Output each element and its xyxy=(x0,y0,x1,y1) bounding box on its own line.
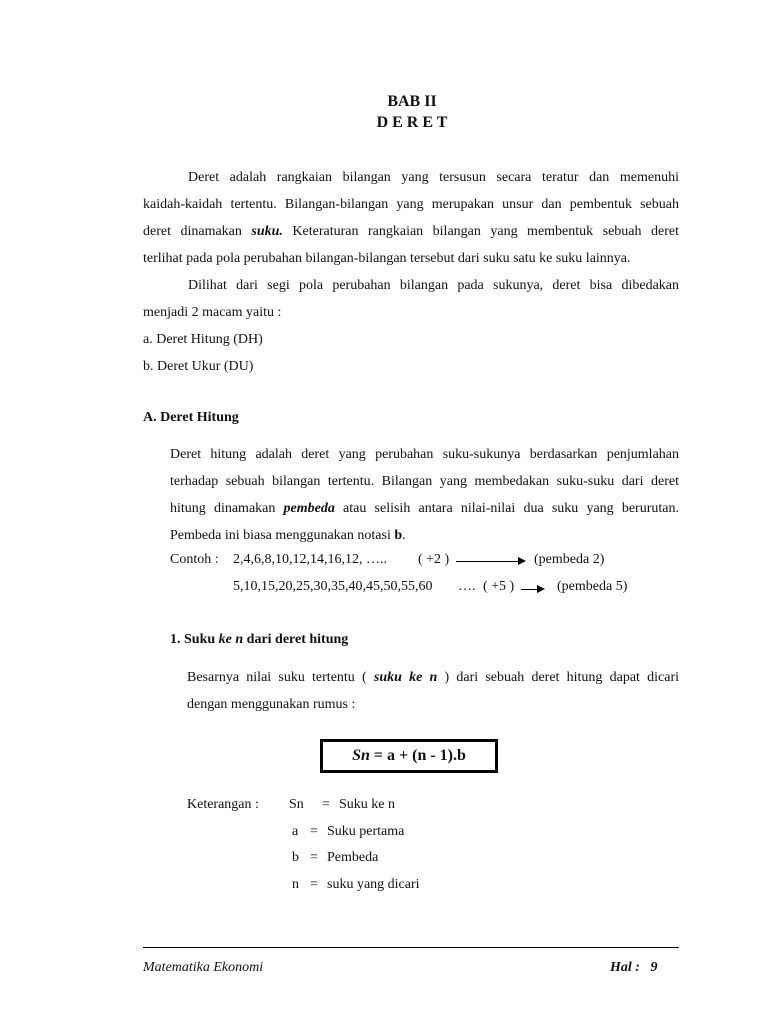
footer-divider xyxy=(143,947,679,948)
legend-sym-n: n xyxy=(292,877,299,892)
legend-eq-sn: = xyxy=(322,797,330,812)
footer-page-number: Hal : 9 xyxy=(610,960,658,975)
intro-p2-line-1: Dilihat dari segi pola perubahan bilangan pada sukunya, deret bisa dibedakan xyxy=(188,278,679,293)
keterangan-label: Keterangan : xyxy=(187,797,259,812)
example-2-result: (pembeda 5) xyxy=(557,579,628,594)
example-2-arrow xyxy=(521,589,543,590)
intro-line-3: deret dinamakan suku. Keteraturan rangkaian bilangan yang membentuk sebuah deret xyxy=(143,224,679,239)
example-label: Contoh : xyxy=(170,552,219,567)
subsection-1-heading: 1. Suku ke n dari deret hitung xyxy=(170,632,349,647)
section-a-line-3: hitung dinamakan pembeda atau selisih antara nilai-nilai dua suku yang berurutan. xyxy=(170,501,679,516)
formula-expression: = a + (n - 1).b xyxy=(369,747,466,764)
legend-eq-n: = xyxy=(310,877,318,892)
subsection-1-line-1: Besarnya nilai suku tertentu ( suku ke n ) dari sebuah deret hitung dapat dicari xyxy=(187,670,679,685)
legend-desc-b: Pembeda xyxy=(327,850,379,865)
intro-line-4: terlihat pada pola perubahan bilangan-bilangan tersebut dari suku satu ke suku lainnya. xyxy=(143,251,631,266)
list-item-dh: a. Deret Hitung (DH) xyxy=(143,332,263,347)
example-2-dots: …. xyxy=(458,579,476,594)
example-2-operation: ( +5 ) xyxy=(483,579,515,594)
legend-sym-a: a xyxy=(292,824,299,839)
intro-line-2: kaidah-kaidah tertentu. Bilangan-bilangan yang merupakan unsur dan pembentuk sebuah xyxy=(143,197,679,212)
intro-paragraph-2 xyxy=(143,272,679,380)
legend-desc-n: suku yang dicari xyxy=(327,877,420,892)
example-1-result: (pembeda 2) xyxy=(534,552,605,567)
intro-paragraph-1 xyxy=(143,164,679,272)
legend-sym-sn: Sn xyxy=(289,797,304,812)
section-a-heading: A. Deret Hitung xyxy=(143,410,239,425)
section-a-line-4: Pembeda ini biasa menggunakan notasi b. xyxy=(170,528,406,543)
subsection-1-line-2: dengan menggunakan rumus : xyxy=(187,697,356,712)
section-a-paragraph xyxy=(170,441,679,549)
formula-sn: Sn xyxy=(352,747,370,764)
example-1-arrow xyxy=(456,561,524,562)
legend-desc-sn: Suku ke n xyxy=(339,797,395,812)
chapter-title: D E R E T xyxy=(376,114,448,131)
legend-eq-b: = xyxy=(310,850,318,865)
example-1-sequence: 2,4,6,8,10,12,14,16,12, ….. xyxy=(233,552,387,567)
section-a-line-1: Deret hitung adalah deret yang perubahan suku-sukunya berdasarkan penjumlahan xyxy=(170,447,679,462)
footer-book-title: Matematika Ekonomi xyxy=(143,960,264,975)
section-a-line-2: terhadap sebuah bilangan tertentu. Bilangan yang membedakan suku-suku dari deret xyxy=(170,474,679,489)
subsection-1-paragraph xyxy=(187,664,679,718)
legend-desc-a: Suku pertama xyxy=(327,824,405,839)
chapter-label: BAB II xyxy=(387,93,437,110)
intro-p2-line-2: menjadi 2 macam yaitu : xyxy=(143,305,282,320)
intro-line-1: Deret adalah rangkaian bilangan yang tersusun secara teratur dan memenuhi xyxy=(188,170,679,185)
list-item-du: b. Deret Ukur (DU) xyxy=(143,359,254,374)
example-2-sequence: 5,10,15,20,25,30,35,40,45,50,55,60 xyxy=(233,579,433,594)
legend-sym-b: b xyxy=(292,850,299,865)
legend-eq-a: = xyxy=(310,824,318,839)
example-1-operation: ( +2 ) xyxy=(418,552,450,567)
formula-box xyxy=(320,739,498,773)
